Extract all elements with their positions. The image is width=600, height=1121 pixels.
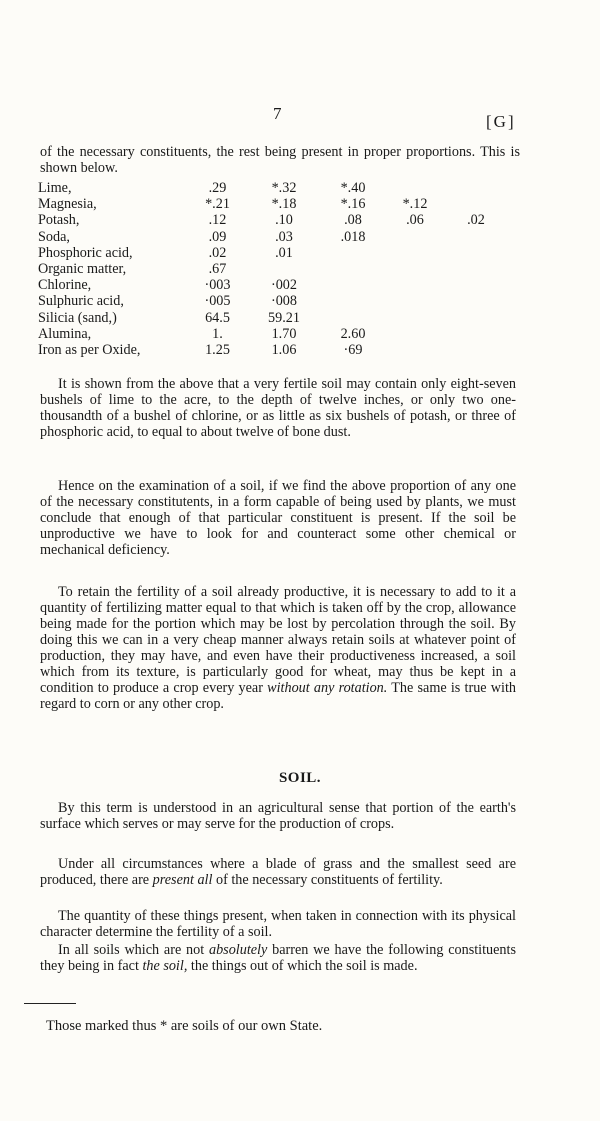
constituent-value [389, 261, 441, 277]
constituent-value: *.12 [402, 196, 428, 213]
constituent-value: 64.5 [205, 309, 230, 326]
constituent-value: ·005 [204, 293, 231, 310]
soil-constituents-table [38, 180, 511, 358]
constituent-label: Soda, [38, 228, 70, 245]
constituent-value: 1.70 [271, 325, 297, 342]
constituent-value [389, 310, 441, 326]
constituent-value: *.40 [340, 180, 366, 196]
constituent-label: Chlorine, [38, 277, 92, 294]
constituent-label: Silicia (sand,) [38, 309, 117, 326]
constituent-value: 1.25 [205, 342, 230, 359]
constituent-value: .09 [208, 228, 227, 245]
paragraph-fertile-soil: It is shown from the above that a very fertile soil may contain only eight-seven bushels of lime to the acre, to the depth of twelve inches, or only two one-thousandth of a bushel of chlorine, or as little as six bushels of potash, or three of phosphoric acid, to equal to about twelve of bone dust. [40, 376, 516, 440]
page-number: 7 [273, 104, 282, 123]
constituent-value: .08 [344, 212, 362, 229]
constituent-value [441, 342, 511, 358]
table-row [38, 326, 511, 342]
constituent-value: 2.60 [340, 325, 366, 342]
constituent-value [441, 229, 511, 245]
constituent-label: Sulphuric acid, [38, 293, 124, 310]
table-row [38, 310, 511, 326]
constituent-value [389, 180, 441, 196]
footnote-rule [24, 1003, 76, 1004]
constituent-value: .018 [340, 228, 366, 245]
constituent-value [441, 277, 511, 293]
constituent-value [317, 261, 389, 277]
signature-mark: [G] [486, 112, 516, 131]
constituent-value: ·003 [204, 277, 231, 294]
constituent-value [389, 342, 441, 358]
constituent-value [441, 245, 511, 261]
constituent-value [389, 293, 441, 309]
intro-paragraph: of the necessary constituents, the rest being present in proper proportions. This is shown below. [40, 144, 520, 176]
table-row [38, 180, 511, 196]
constituent-value [317, 293, 389, 309]
constituent-value: *.16 [340, 196, 366, 213]
constituent-value [317, 245, 389, 261]
constituent-value: ·69 [343, 342, 363, 359]
table-row [38, 277, 511, 293]
constituent-value: .02 [208, 244, 227, 261]
constituent-value: *.32 [271, 180, 297, 196]
constituent-value: *.18 [271, 196, 297, 213]
constituent-value [441, 180, 511, 196]
constituent-value [441, 196, 511, 212]
constituent-value: .67 [208, 261, 227, 278]
section-heading-soil: SOIL. [278, 770, 322, 786]
constituent-value: .01 [275, 244, 293, 261]
table-row [38, 293, 511, 309]
constituent-value [389, 277, 441, 293]
constituent-label: Organic matter, [38, 261, 127, 278]
constituent-value [389, 229, 441, 245]
constituent-value [441, 310, 511, 326]
paragraph-quantity: The quantity of these things present, when taken in connection with its physical character determine the fertility of a soil. [40, 908, 516, 940]
table-row [38, 196, 511, 212]
constituent-value: 1. [212, 325, 223, 342]
constituent-value: .10 [275, 212, 293, 229]
constituent-value [441, 326, 511, 342]
paragraph-all-soils: In all soils which are not absolutely barren we have the following constituents they being in fact the soil, the things out of which the soil is made. [40, 942, 516, 974]
constituent-label: Iron as per Oxide, [38, 342, 141, 359]
constituent-value [441, 261, 511, 277]
constituent-value [389, 326, 441, 342]
constituent-label: Phosphoric acid, [38, 244, 133, 261]
constituent-value [251, 261, 317, 277]
constituent-label: Lime, [38, 180, 72, 196]
constituent-value [317, 277, 389, 293]
constituent-value: ·008 [270, 293, 297, 310]
constituent-value: .29 [208, 180, 227, 196]
table-row [38, 261, 511, 277]
constituent-value: .03 [275, 228, 293, 245]
constituent-value: ·002 [270, 277, 297, 294]
constituent-value: .06 [406, 212, 424, 229]
constituent-value: 59.21 [268, 309, 300, 326]
constituent-value: .02 [467, 212, 485, 229]
constituent-value: *.21 [205, 196, 230, 213]
constituent-value: .12 [208, 212, 227, 229]
table-row [38, 229, 511, 245]
constituent-label: Alumina, [38, 325, 92, 342]
constituent-label: Magnesia, [38, 196, 97, 213]
constituent-value: 1.06 [271, 342, 297, 359]
paragraph-retain-fertility: To retain the fertility of a soil already productive, it is necessary to add to it a quantity of fertilizing matter equal to that which is taken off by the crop, allowance being made for the portion which may be lost by percolation through the soil. By doing this we can in a very cheap manner always retain soils at whatever point of production, they may have, and even have their productiveness increased, a soil which from its texture, is particularly good for wheat, may thus be kept in a condition to produce a crop every year without any rotation. The same is true with regard to corn or any other crop. [40, 584, 517, 712]
paragraph-examination: Hence on the examination of a soil, if we find the above proportion of any one of the necessary constitutents, in a form capable of being used by plants, we must conclude that enough of that particular constituent is present. If the soil be unproductive we have to look for and counteract some other chemical or mechanical deficiency. [40, 478, 516, 558]
footnote: Those marked thus * are soils of our own State. [46, 1018, 323, 1034]
paragraph-circumstances: Under all circumstances where a blade of grass and the smallest seed are produced, there are present all of the necessary constituents of fertility. [40, 856, 516, 888]
table-row [38, 342, 511, 358]
constituent-value [441, 293, 511, 309]
table-row [38, 245, 511, 261]
paragraph-soil-definition: By this term is understood in an agricultural sense that portion of the earth's surface which serves or may serve for the production of crops. [40, 800, 516, 832]
constituent-value [389, 245, 441, 261]
constituent-label: Potash, [38, 212, 80, 229]
constituent-value [317, 310, 389, 326]
table-row [38, 212, 511, 228]
